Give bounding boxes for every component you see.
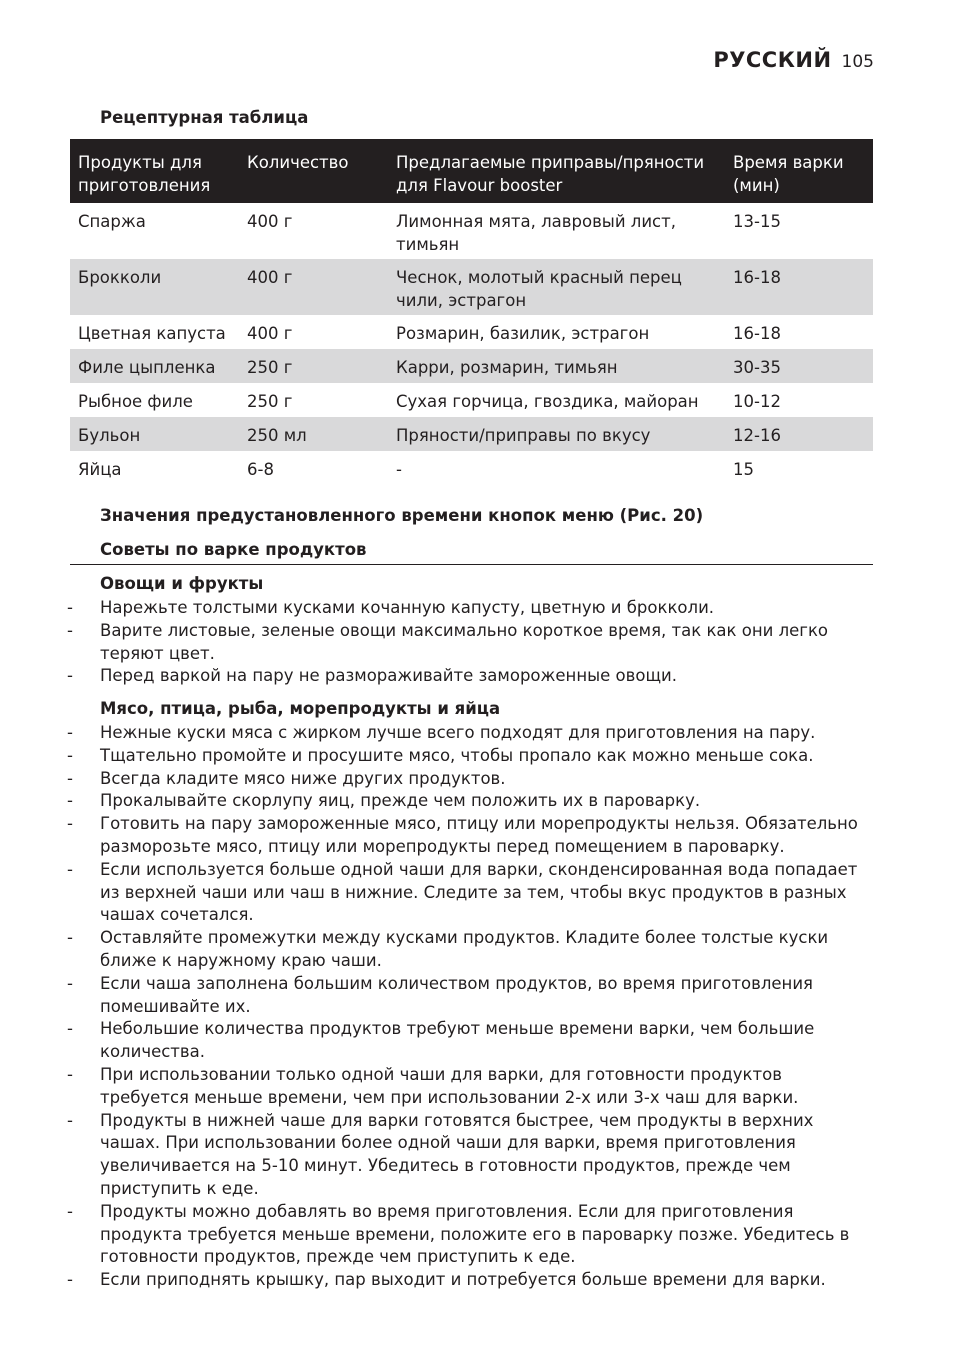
list-item: - Прокалывайте скорлупу яиц, прежде чем положить их в пароварку.	[67, 791, 701, 811]
recipe-table-heading: Рецептурная таблица	[100, 108, 309, 127]
cell-spices: Розмарин, базилик, эстрагон	[396, 324, 650, 343]
column-header-spices: Предлагаемые приправы/пряности для Flavour booster	[388, 139, 725, 203]
cell-spices: Лимонная мята, лавровый лист, тимьян	[396, 212, 676, 254]
cell-spices: Сухая горчица, гвоздика, майоран	[396, 392, 699, 411]
cell-quantity: 400 г	[247, 324, 293, 343]
cell-quantity: 250 г	[247, 392, 293, 411]
meat-fish-tips-list	[0, 722, 954, 1292]
vegetables-heading: Овощи и фрукты	[100, 574, 264, 593]
cell-product: Рыбное филе	[78, 392, 193, 411]
cell-quantity: 400 г	[239, 259, 388, 315]
list-item: - Оставляйте промежутки между кусками продуктов. Кладите более толстые куски ближе к наружному краю чаши.	[67, 928, 829, 970]
cell-quantity: 250 мл	[239, 417, 388, 451]
table-row	[70, 259, 873, 315]
cell-time: 12-16	[725, 417, 873, 451]
language-label: РУССКИЙ	[713, 48, 832, 72]
cell-spices: Пряности/приправы по вкусу	[388, 417, 725, 451]
cell-spices: -	[396, 460, 402, 479]
cell-spices: Карри, розмарин, тимьян	[388, 349, 725, 383]
column-header-product: Продукты для приготовления	[70, 139, 239, 203]
table-row	[70, 349, 873, 383]
cell-quantity: 6-8	[247, 460, 274, 479]
cooking-tips-heading: Советы по варке продуктов	[100, 540, 367, 559]
cell-product: Брокколи	[70, 259, 239, 315]
cell-product: Яйца	[78, 460, 122, 479]
list-item: - Если приподнять крышку, пар выходит и потребуется больше времени для варки.	[67, 1270, 826, 1290]
table-row	[70, 417, 873, 451]
section-divider	[70, 564, 873, 565]
cell-product: Бульон	[70, 417, 239, 451]
table-row	[70, 451, 873, 485]
list-item: - Варите листовые, зеленые овощи максимально короткое время, так как они легко теряют цвет.	[67, 620, 829, 663]
list-item: - Небольшие количества продуктов требуют меньше времени варки, чем большие количества.	[67, 1019, 815, 1062]
list-item: - Продукты в нижней чаше для варки готовятся быстрее, чем продукты в верхних чашах. При использовании более одной чаши для варки, время приготовления увеличивается на 5-10 минут. Убедитесь в готовности продуктов, прежде чем приступить к еде.	[67, 1110, 814, 1198]
cell-time: 16-18	[733, 324, 781, 343]
preset-times-heading: Значения предустановленного времени кнопок меню (Рис. 20)	[100, 506, 704, 525]
table-header-row	[70, 139, 873, 203]
table-row	[70, 315, 873, 349]
page-number: 105	[841, 52, 874, 72]
cell-product: Спаржа	[78, 212, 146, 231]
cell-product: Филе цыпленка	[70, 349, 239, 383]
table-row	[70, 383, 873, 417]
column-header-quantity: Количество	[239, 139, 388, 203]
recipe-table	[70, 139, 873, 485]
list-item: - Всегда кладите мясо ниже других продуктов.	[67, 768, 506, 788]
cell-time: 10-12	[733, 392, 781, 411]
cell-product: Цветная капуста	[78, 324, 226, 343]
vegetables-tips-list	[0, 597, 954, 688]
meat-fish-heading: Мясо, птица, рыба, морепродукты и яйца	[100, 699, 501, 718]
cell-time: 13-15	[733, 212, 781, 231]
cell-quantity: 250 г	[239, 349, 388, 383]
column-header-time: Время варки (мин)	[725, 139, 873, 203]
list-item: - Готовить на пару замороженные мясо, птицу или морепродукты нельзя. Обязательно разморозьте мясо, птицу или морепродукты перед помещением в пароварку.	[67, 814, 858, 856]
cell-time: 30-35	[725, 349, 873, 383]
list-item: - При использовании только одной чаши для варки, для готовности продуктов требуется меньше времени, чем при использовании 2-х или 3-х чаш для варки.	[67, 1064, 799, 1107]
list-item: - Если чаша заполнена большим количеством продуктов, во время приготовления помешивайте их.	[67, 973, 813, 1016]
page-header	[713, 48, 874, 72]
list-item: - Тщательно промойте и просушите мясо, чтобы пропало как можно меньше сока.	[67, 745, 814, 765]
list-item: - Перед варкой на пару не размораживайте замороженные овощи.	[67, 666, 677, 686]
list-item: - Если используется больше одной чаши для варки, сконденсированная вода попадает из верхней чаши или чаш в нижние. Следите за тем, чтобы вкус продуктов в разных чашах сочетался.	[67, 859, 858, 925]
list-item: - Нарежьте толстыми кусками кочанную капусту, цветную и брокколи.	[67, 598, 715, 617]
cell-time: 15	[733, 460, 754, 479]
list-item: - Продукты можно добавлять во время приготовления. Если для приготовления продукта требуется меньше времени, положите его в пароварку позже. Убедитесь в готовности продуктов, прежде чем приступить к еде.	[67, 1201, 850, 1267]
cell-quantity: 400 г	[247, 212, 293, 231]
cell-time: 16-18	[725, 259, 873, 315]
list-item: - Нежные куски мяса с жирком лучше всего подходят для приготовления на пару.	[67, 723, 816, 742]
cell-spices: Чеснок, молотый красный перец чили, эстрагон	[388, 259, 725, 315]
table-row	[70, 203, 873, 259]
